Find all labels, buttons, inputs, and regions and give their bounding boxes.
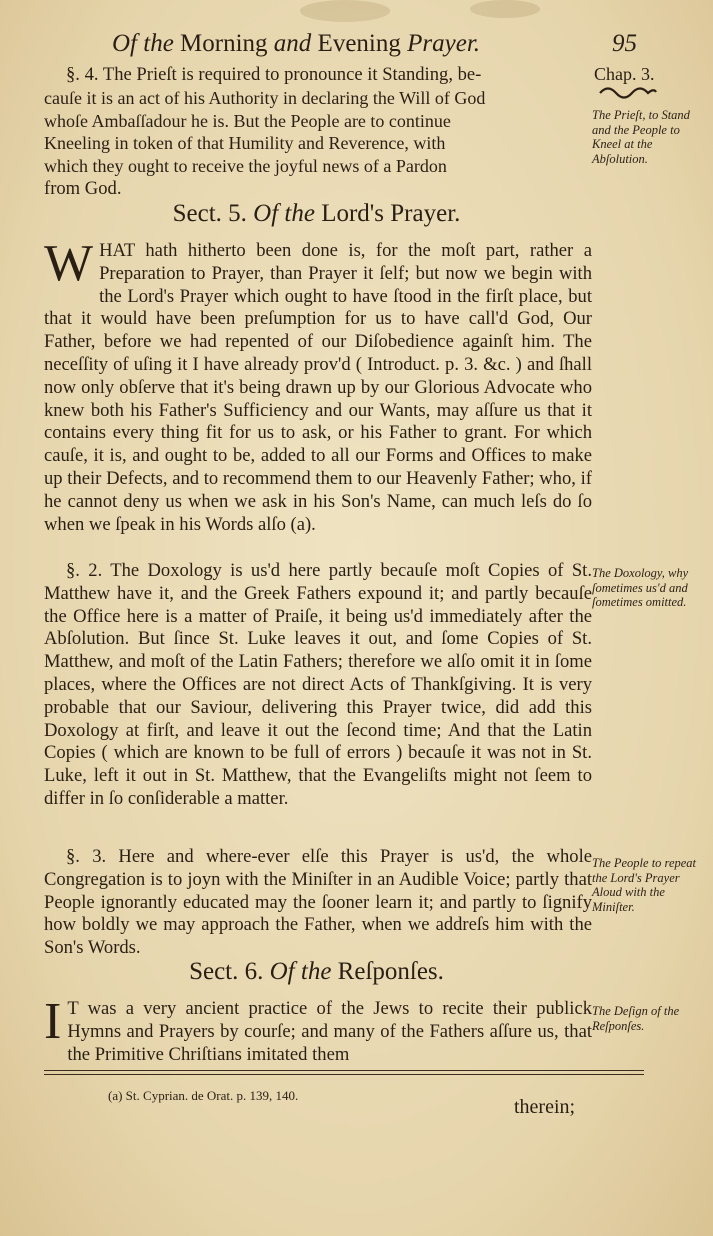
page-title: Of the Morning and Evening Prayer. xyxy=(112,30,481,57)
ink-stain-top xyxy=(300,0,390,22)
margin-note-design: The Deſign of the Reſponſes. xyxy=(592,1004,680,1033)
section-4-paragraph: §. 4. The Prieſt is required to pronounce it Standing, be- cauſe it is an act of his Authority in declaring the Will of God whoſe Ambaſſadour he is. But the People are to continue Kneeling in token of that Humility and Reverence, with which they ought to receive the joyful news of a Pardon from God. xyxy=(44,64,486,199)
margin-note-priest: The Prieſt, to Stand and the People to Kneel at the Abſolution. xyxy=(592,108,690,166)
ink-stain-top-right xyxy=(470,0,540,18)
section-6-paragraph: I T was a very ancient practice of the Jews to recite their publick Hymns and Prayers by courſe; and many of the Fathers aſſure us, that the Primitive Chriſtians imitated them xyxy=(44,993,592,1065)
chapter-label: Chap. 3. xyxy=(594,64,655,84)
margin-note-people: The People to repeat the Lord's Prayer Aloud with the Miniſter. xyxy=(592,856,697,914)
running-header xyxy=(0,30,713,64)
footnote-rule-2 xyxy=(44,1074,644,1075)
section-5-paragraph: WHAT hath hitherto been done is, for the moſt part, rather a Preparation to Prayer, than Prayer it ſelf; but now we begin with the Lord's Prayer which ought to have ſtood in the firſt place, but that it would have been preſumption for us to have call'd God, Our Father, before we had repented of our Diſobedience againſt him. The neceſſity of uſing it I have already prov'd ( Introduct. p. 3. &c. ) and ſhall now only obſerve that it's being drawn up by our Glorious Advocate who knew both his Father's Sufficiency and our Wants, may aſſure us that it contains every thing fit for us to ask, or his Father to grant. For which cauſe, it is, and ought to be, added to all our Forms and Offices to make up their Defects, and to recommend them to our Heavenly Father; who, if he cannot deny us when we ask in his Son's Name, can much leſs do ſo when we ſpeak in his Words alſo (a). xyxy=(44,235,592,535)
footnote-rule xyxy=(44,1070,644,1071)
footnote: (a) St. Cyprian. de Orat. p. 139, 140. xyxy=(108,1088,299,1103)
page-number: 95 xyxy=(612,30,637,57)
margin-note-doxology: The Doxology, why ſometimes us'd and ſometimes omitted. xyxy=(592,566,689,609)
drop-cap: I xyxy=(44,993,62,1050)
drop-cap: W xyxy=(44,235,94,292)
flourish-ornament xyxy=(598,84,658,102)
section-5-3-paragraph: §. 3. Here and where-ever elſe this Prayer is us'd, the whole Congregation is to joyn with the Miniſter in an Audible Voice; partly that People ignorantly educated may the ſooner learn it; and partly to ſignify how boldly we may approach the Father, when we addreſs him with the Son's Words. xyxy=(44,846,592,959)
section-5-heading: Sect. 5. Of the Lord's Prayer. xyxy=(172,200,461,227)
section-5-2-paragraph: §. 2. The Doxology is us'd here partly becauſe moſt Copies of St. Matthew have it, and the Greek Fathers expound it; and partly becauſe the Office here is a matter of Praiſe, it being us'd immediately after the Abſolution. But ſince St. Luke leaves it out, and ſome Copies of St. Matthew, and moſt of the Latin Fathers; therefore we alſo omit it in ſome places, where the Offices are not direct Acts of Thankſgiving. It is very probable that our Saviour, delivering this Prayer twice, did add this Doxology at firſt, and leave it out the ſecond time; And that the Latin Copies ( which are known to be full of errors ) becauſe it was not in St. Luke, left it out in St. Matthew, that the Evangeliſts might not ſeem to differ in ſo conſiderable a matter. xyxy=(44,560,592,809)
section-6-heading: Sect. 6. Of the Reſponſes. xyxy=(189,958,444,985)
catchword: therein; xyxy=(514,1096,576,1118)
